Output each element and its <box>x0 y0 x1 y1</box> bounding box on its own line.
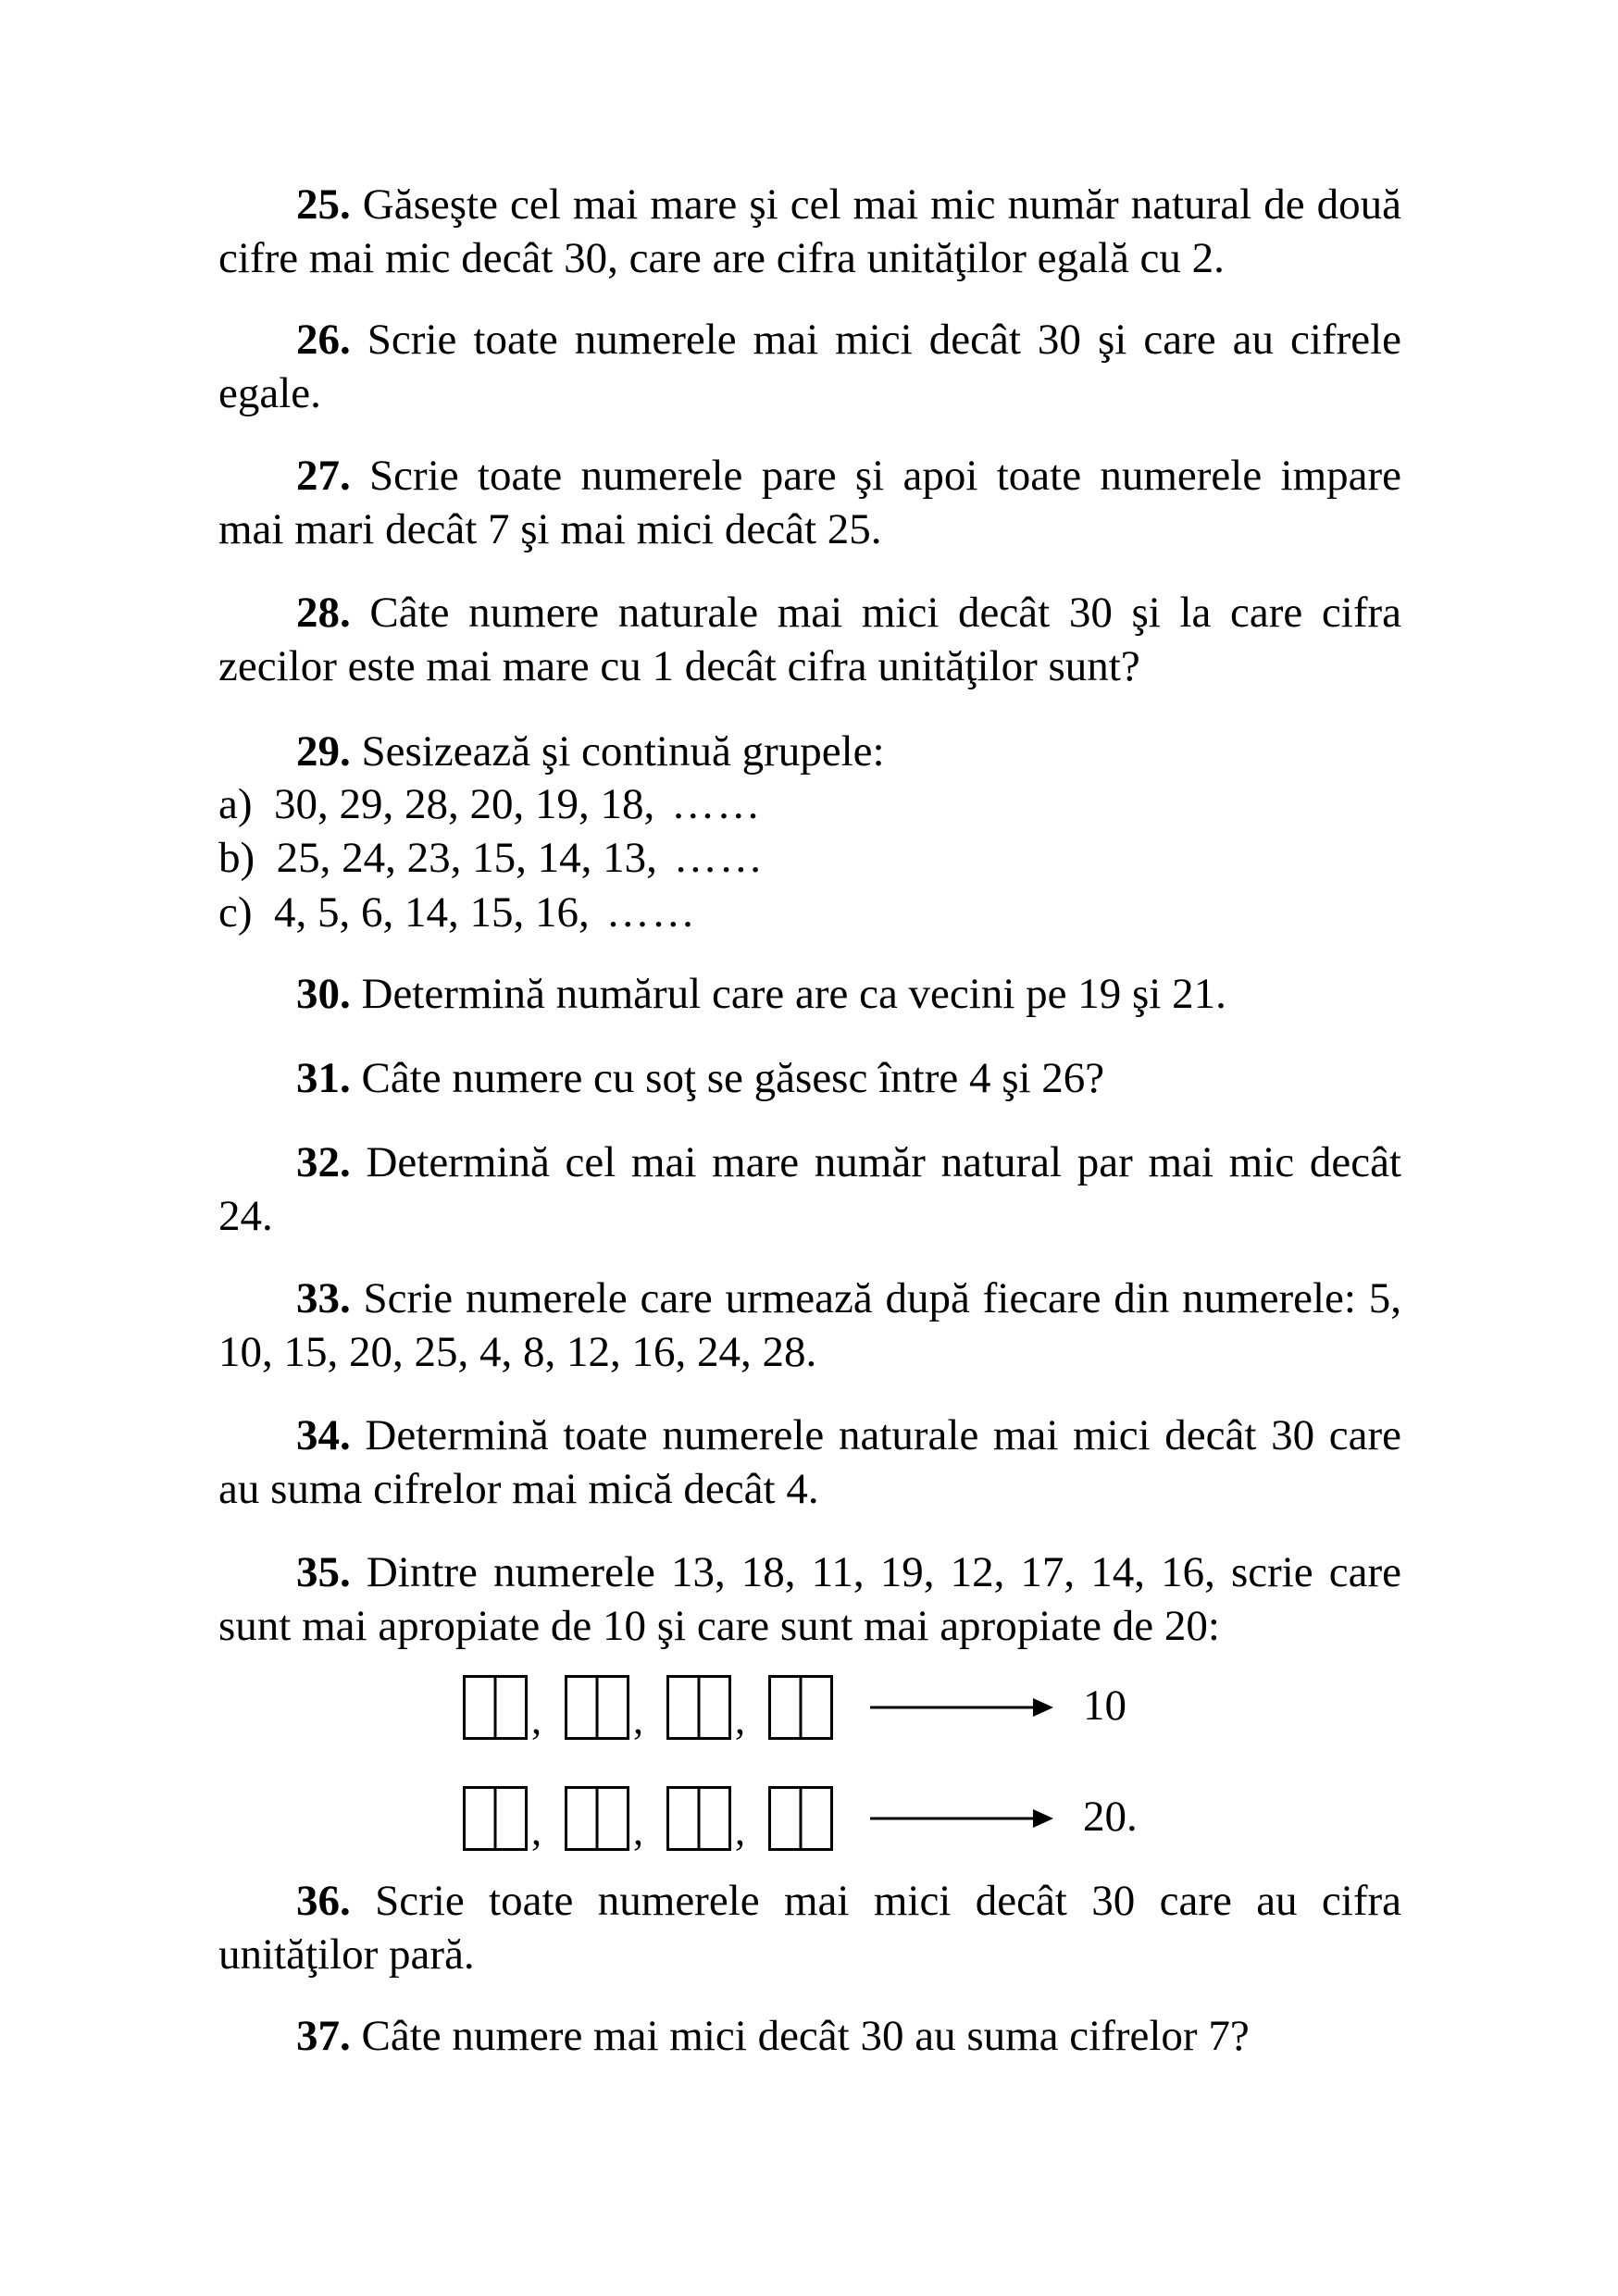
problem-number: 28. <box>296 589 351 637</box>
problem-31 <box>218 1051 1401 1105</box>
problem-27 <box>218 449 1401 556</box>
problem-29 <box>218 725 1401 778</box>
group-sequence: 25, 24, 23, 15, 14, 13, <box>276 834 657 882</box>
problem-35 <box>218 1545 1401 1653</box>
group-a <box>218 777 762 831</box>
answer-box[interactable] <box>768 1786 833 1851</box>
group-label: a) <box>218 780 253 828</box>
problem-text: Determină numărul care are ca vecini pe 19 şi 21. <box>361 970 1226 1018</box>
answer-box[interactable] <box>768 1675 833 1740</box>
problem-text: Câte numere cu soţ se găsesc între 4 şi 26? <box>361 1054 1105 1102</box>
answer-box[interactable] <box>666 1786 731 1851</box>
group-dots: …… <box>671 780 763 828</box>
comma: , <box>735 1808 745 1854</box>
comma: , <box>633 1808 643 1854</box>
problem-text: Scrie toate numerele mai mici decât 30 şi care au cifrele egale. <box>218 316 1402 417</box>
comma: , <box>531 1808 541 1854</box>
problem-text: Găseşte cel mai mare şi cel mai mic număr natural de două cifre mai mic decât 30, care are cifra unităţilor egală cu 2. <box>218 180 1401 282</box>
answer-box[interactable] <box>565 1675 629 1740</box>
group-sequence: 4, 5, 6, 14, 15, 16, <box>274 888 590 937</box>
problem-text: Sesizează şi continuă grupele: <box>361 727 885 776</box>
problem-text: Câte numere naturale mai mici decât 30 şi la care cifra zecilor este mai mare cu 1 decât cifra unităţilor sunt? <box>218 589 1402 690</box>
problem-33 <box>218 1272 1401 1379</box>
problem-number: 34. <box>296 1411 351 1459</box>
problem-number: 27. <box>296 452 351 500</box>
problem-text: Dintre numerele 13, 18, 11, 19, 12, 17, 14, 16, scrie care sunt mai apropiate de 10 şi care sunt mai apropiate de 20: <box>218 1548 1401 1650</box>
problem-text: Câte numere mai mici decât 30 au suma cifrelor 7? <box>361 2012 1250 2060</box>
answer-box[interactable] <box>565 1786 629 1851</box>
problem-36 <box>218 1874 1401 1981</box>
answer-box[interactable] <box>463 1675 528 1740</box>
problem-number: 35. <box>296 1548 351 1596</box>
group-dots: …… <box>605 888 697 937</box>
group-label: c) <box>218 888 253 937</box>
arrow-icon <box>870 1695 1055 1719</box>
problem-number: 33. <box>296 1274 351 1322</box>
arrow-icon <box>870 1806 1055 1831</box>
group-b <box>218 831 765 885</box>
comma: , <box>633 1697 643 1743</box>
target-number: 10 <box>1083 1682 1126 1730</box>
problem-25 <box>218 178 1401 285</box>
group-sequence: 30, 29, 28, 20, 19, 18, <box>274 780 655 828</box>
problem-34 <box>218 1409 1401 1516</box>
problem-text: Scrie toate numerele mai mici decât 30 care au cifra unităţilor pară. <box>218 1877 1402 1979</box>
answer-box[interactable] <box>463 1786 528 1851</box>
comma: , <box>735 1697 745 1743</box>
problem-number: 32. <box>296 1138 351 1186</box>
problem-text: Determină toate numerele naturale mai mici decât 30 care au suma cifrelor mai mică decât 4. <box>218 1411 1402 1513</box>
group-label: b) <box>218 834 255 882</box>
answer-box[interactable] <box>666 1675 731 1740</box>
problem-30 <box>218 967 1401 1021</box>
target-number: 20. <box>1083 1793 1138 1841</box>
problem-text: Scrie numerele care urmează după fiecare din numerele: 5, 10, 15, 20, 25, 4, 8, 12, 16, 24, 28. <box>218 1274 1401 1376</box>
problem-26 <box>218 313 1401 420</box>
group-c <box>218 886 697 939</box>
problem-number: 36. <box>296 1877 351 1925</box>
problem-text: Determină cel mai mare număr natural par mai mic decât 24. <box>218 1138 1401 1240</box>
problem-number: 25. <box>296 180 351 229</box>
comma: , <box>531 1697 541 1743</box>
problem-number: 26. <box>296 316 351 364</box>
problem-number: 30. <box>296 970 351 1018</box>
problem-32 <box>218 1136 1401 1243</box>
group-dots: …… <box>673 834 765 882</box>
problem-text: Scrie toate numerele pare şi apoi toate numerele impare mai mari decât 7 şi mai mici decât 25. <box>218 452 1401 553</box>
problem-number: 29. <box>296 727 351 776</box>
problem-number: 31. <box>296 1054 351 1102</box>
problem-28 <box>218 586 1401 693</box>
problem-37 <box>218 2009 1401 2063</box>
problem-number: 37. <box>296 2012 351 2060</box>
